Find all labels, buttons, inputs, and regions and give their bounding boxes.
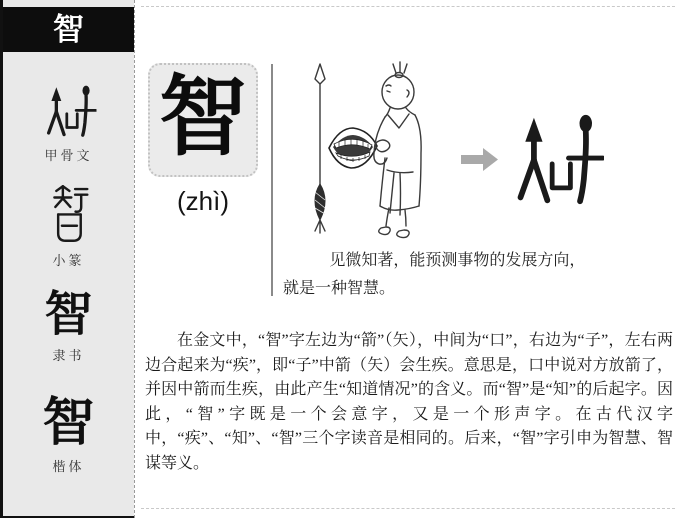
script-form-oracle-bone bbox=[3, 84, 134, 164]
sidebar-main-divider bbox=[134, 0, 135, 518]
illustration-caption bbox=[283, 247, 680, 303]
pinyin-label: (zhì) bbox=[177, 186, 229, 216]
bronze-script-zhi-glyph bbox=[508, 112, 604, 208]
top-rule bbox=[141, 6, 675, 7]
script-label-small-seal: 小篆 bbox=[52, 253, 85, 268]
caption-line-2: 就是一种智慧。 bbox=[283, 280, 396, 297]
script-label-regular: 楷体 bbox=[52, 459, 85, 474]
seal-script-zhi-glyph bbox=[45, 183, 92, 244]
caption-line-1: 见微知著，能预测事物的发展方向， bbox=[329, 252, 586, 269]
open-mouth-icon bbox=[329, 128, 377, 168]
standing-child-icon bbox=[374, 62, 421, 238]
script-form-clerical bbox=[3, 288, 134, 364]
regular-zhi-character: 智 bbox=[42, 395, 95, 452]
script-label-oracle-bone: 甲骨文 bbox=[44, 148, 93, 163]
script-label-clerical: 隶书 bbox=[52, 348, 85, 363]
etymology-illustration bbox=[295, 58, 467, 240]
sidebar bbox=[0, 0, 134, 518]
etymology-paragraph: 在金文中，“智”字左边为“箭”（矢），中间为“口”，右边为“子”，左右两边合起来为“疾”，即“子”中箭（矢）会生疾。意思是，口中说对方放箭了，并因中箭而生疾，由此产生“知道情况”的含义。而“智”是“知”的后起字。因此，“智”字既是一个会意字，又是一个形声字。在古代汉字中，“疾”、“知”、“智”三个字读音是相同的。后来，“智”字引申为智慧、智谋等义。 bbox=[145, 332, 673, 472]
script-form-small-seal bbox=[3, 183, 134, 269]
oracle-bone-zhi-glyph bbox=[40, 84, 98, 139]
arrow-weapon-icon bbox=[315, 64, 325, 233]
headword-character-box: 智 bbox=[148, 63, 258, 177]
sidebar-header-character: 智 bbox=[3, 7, 134, 52]
vertical-divider bbox=[271, 64, 273, 296]
bottom-rule bbox=[141, 508, 675, 509]
right-arrow-icon bbox=[461, 148, 498, 171]
clerical-zhi-character: 智 bbox=[44, 288, 93, 341]
script-form-regular bbox=[3, 395, 134, 475]
